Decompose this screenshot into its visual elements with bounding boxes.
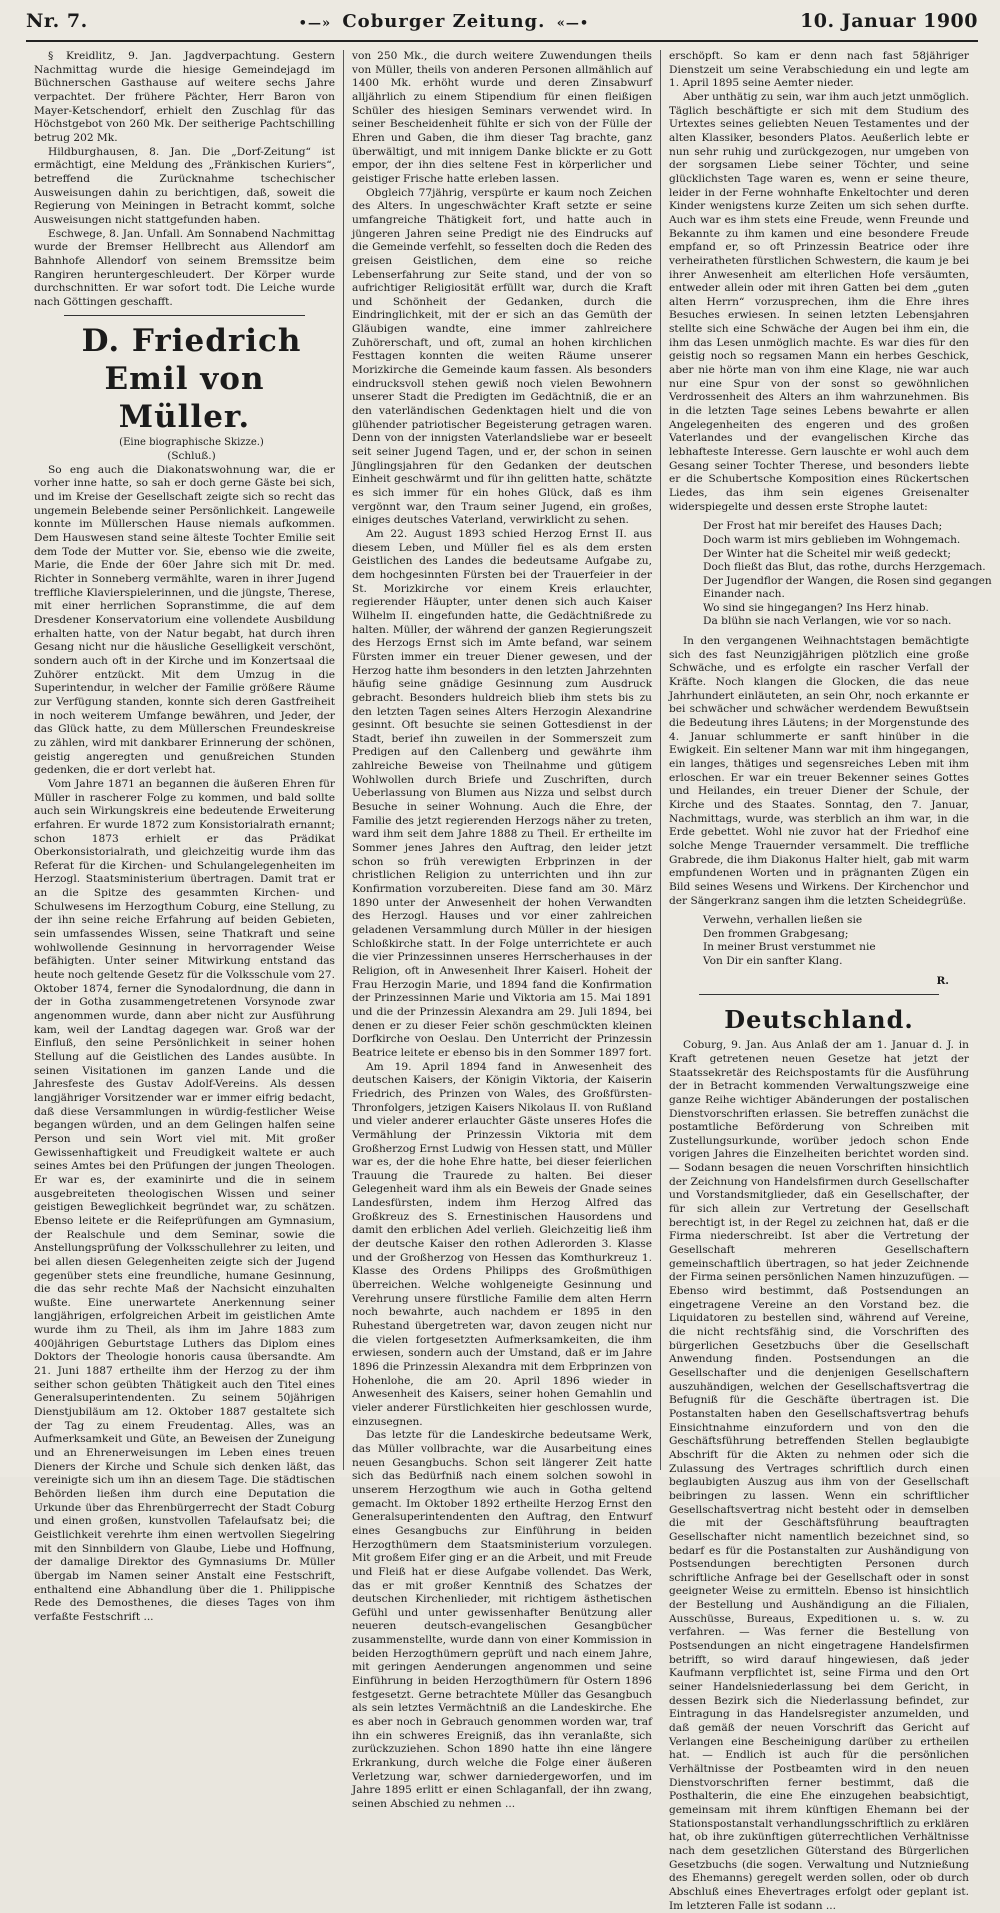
ornament-left-icon: •—»	[298, 16, 332, 31]
issue-date: 10. Januar 1900	[800, 10, 978, 32]
article-title: D. Friedrich Emil von Müller.	[81, 323, 302, 436]
divider	[699, 994, 939, 995]
news-hildburghausen: Hildburghausen, 8. Jan. Die „Dorf-Zeitung“ ist ermächtigt, eine Meldung des „Fränkischen Kuriers“, betreffend die Zurücknahme tschechischer Ausweisungen dahin zu berichtigen, daß, soweit die Regierung von Meiningen in Betracht kommt, solche Ausweisungen nicht stattgefunden haben.	[34, 145, 335, 226]
closing-verse	[703, 914, 969, 968]
text-columns	[26, 50, 992, 1912]
news-kreidlitz: § Kreidlitz, 9. Jan. Jagdverpachtung. Gestern Nachmittag wurde die hiesige Gemeindejagd im Büchnerschen Gasthause auf weitere sechs Jahre verpachtet. Der frühere Pächter, Herr Baron von Mayer-Ketschendorf, erhielt den Zuschlag für das Höchstgebot von 260 Mk. Der seitherige Pachtschilling betrug 202 Mk.	[34, 50, 335, 144]
poem-line: Von Dir ein sanfter Klang.	[703, 954, 843, 967]
poem-line: In meiner Brust verstummet nie	[703, 941, 876, 954]
poem-line: Der Winter hat die Scheitel mir weiß gedeckt;	[703, 547, 951, 560]
column-2	[343, 50, 660, 1810]
article-paragraph: Das letzte für die Landeskirche bedeutsame Werk, das Müller vollbrachte, war die Ausarbeitung eines neuen Gesangbuchs. Schon seit längerer Zeit hatte sich das Bedürfniß nach einem solchen sowohl in unserem Herzogthum wie auch in Gotha geltend gemacht. Im Oktober 1892 ertheilte Herzog Ernst den Generalsuperintendenten den Auftrag, den Entwurf eines Gesangbuchs zur Einführung in beiden Herzogthümern dem Staatsministerium vorzulegen. Mit großem Eifer ging er an die Arbeit, und mit Freude und Fleiß hat er diese Aufgabe vollendet. Das Werk, das er mit großer Kenntniß des Schatzes der deutschen Kirchenlieder, mit richtigem ästhetischen Gefühl und unter gewissenhafter Benützung aller neueren deutsch-evangelischen Gesangbücher zusammenstellte, wurde dann von einer Kommission in beiden Herzogthümern geprüft und nach einem Jahre, mit geringen Aenderungen angenommen und seine Einführung in beiden Herzogthümern für Ostern 1896 festgesetzt. Gerne betrachtete Müller das Gesangbuch als sein letztes Vermächtniß an die Landeskirche. Ehe es aber noch in Gebrauch genommen worden war, traf ihn ein schweres Ereigniß, das ihn veranlaßte, sich zurückzuziehen. Schon 1890 hatte ihn eine längere Erkrankung, durch welche die Folge einer äußeren Verletzung war, schwer darniedergeworfen, und im Jahre 1895 erlitt er einen Schlaganfall, der ihn zwang, seinen Abschied zu nehmen ...	[352, 1429, 652, 1810]
article-paragraph: von 250 Mk., die durch weitere Zuwendungen theils von Müller, theils von anderen Personen allmählich auf 1400 Mk. erhöht wurde und deren Zinsabwurf alljährlich zu einem Stipendium für einen fleißigen Schüler des hiesigen Seminars verwendet wird. In seiner Bescheidenheit fühlte er sich von der Fülle der Ehren und Gaben, die ihm dieser Tag brachte, ganz überwältigt, und mit innigem Danke blickte er zu Gott empor, der ihn dies seltene Fest in körperlicher und geistiger Frische hatte erleben lassen.	[352, 50, 652, 185]
article-subtitle: (Eine biographische Skizze.)	[119, 437, 264, 449]
masthead	[295, 11, 593, 32]
poem-line: Wo sind sie hingegangen? Ins Herz hinab.	[703, 601, 929, 614]
poem-line: Einander nach.	[703, 588, 785, 601]
poem-line: Der Frost hat mir bereifet des Hauses Dach;	[703, 520, 943, 533]
article-paragraph: Obgleich 77jährig, verspürte er kaum noch Zeichen des Alters. In ungeschwächter Kraft setzte er seine umfangreiche Thätigkeit fort, und hatte auch in jüngeren Jahren seine Predigt nie des Eindrucks auf die Gemeinde verfehlt, so fesselten doch die Reden des greisen Geistlichen, dem eine so reiche Lebenserfahrung zur Seite stand, und der von so aufrichtiger Religiosität erfüllt war, durch die Kraft und Schönheit der Gedanken, durch die Eindringlichkeit, mit der er sich an das Gemüth der Gläubigen wandte, eine immer zahlreichere Zuhörerschaft, und oft, zumal an hohen kirchlichen Festtagen konnten die weiten Räume unserer Morizkirche die Gemeinde kaum fassen. Als besonders eindrucksvoll stehen gewiß noch vielen Bewohnern unserer Stadt die Predigten im Gedächtniß, die er an den vaterländischen Gedenktagen hielt und die von glühender patriotischer Begeisterung getragen waren. Denn von der innigsten Vaterlandsliebe war er beseelt seit seiner Jugend Tagen, und er, der schon in seinen Jünglingsjahren für den Gedanken der deutschen Einheit geschwärmt und für ihn gelitten hatte, schätzte es sich immer für ein hohes Glück, daß es ihm vergönnt war, den Traum seiner Jugend, ein großes, einiges deutsches Vaterland, verwirklicht zu sehen.	[352, 186, 652, 527]
column-3	[660, 50, 992, 1912]
newspaper-title: Coburger Zeitung.	[342, 11, 546, 32]
poem-line: Doch warm ist mirs geblieben im Wohngemach.	[703, 533, 961, 546]
article-paragraph: Am 19. April 1894 fand in Anwesenheit des deutschen Kaisers, der Königin Viktoria, der Kaiserin Friedrich, des Prinzen von Wales, des Großfürsten-Thronfolgers, jetzigen Kaisers Nikolaus II. von Rußland und vieler anderer erlauchter Gäste unseres Hofes die Vermählung der Prinzessin Viktoria mit dem Großherzog Ernst Ludwig von Hessen statt, und Müller war es, der die hohe Ehre hatte, bei dieser feierlichen Trauung die Traurede zu halten. Bei dieser Gelegenheit ward ihm als ein Beweis der Gnade seines Landesfürsten, indem ihm Herzog Alfred das Großkreuz des S. Ernestinischen Hausordens und damit den erblichen Adel verlieh. Gleichzeitig ließ ihm der deutsche Kaiser den rothen Adlerorden 3. Klasse und der Großherzog von Hessen das Komthurkreuz 1. Klasse des Ordens Philipps des Großmüthigen überreichen. Welche wohlgeneigte Gesinnung und Verehrung unsere fürstliche Familie dem alten Herrn noch bewahrte, auch nachdem er 1895 in den Ruhestand übergetreten war, davon zeugen nicht nur die vielen fortgesetzten Aufmerksamkeiten, die ihm erwiesen, sondern auch der Umstand, daß er im Jahre 1896 die Prinzessin Alexandra mit dem Erbprinzen von Hohenlohe, die am 20. April 1896 wieder in Anwesenheit des Kaisers, seiner hohen Gemahlin und vieler anderer Fürstlichkeiten hier geschlossen wurde, einzusegnen.	[352, 1060, 652, 1428]
poem-line: Verwehn, verhallen ließen sie	[703, 914, 863, 927]
column-1	[26, 50, 343, 1623]
poem-line: Doch fließt das Blut, das rothe, durchs Herzgemach.	[703, 561, 986, 574]
news-eschwege: Eschwege, 8. Jan. Unfall. Am Sonnabend Nachmittag wurde der Bremser Hellbrecht aus Allendorf am Bahnhofe Allendorf von seinem Bremssitze beim Rangiren heruntergeschleudert. Der Körper wurde durchschnitten. Er war sofort todt. Die Leiche wurde nach Göttingen geschafft.	[34, 227, 335, 308]
article-paragraph: Vom Jahre 1871 an begannen die äußeren Ehren für Müller in rascherer Folge zu kommen, und bald sollte auch sein Wirkungskreis eine bedeutende Erweiterung erfahren. Er wurde 1872 zum Konsistorialrath ernannt; schon 1873 erhielt er das Prädikat Oberkonsistorialrath, und gleichzeitig wurde ihm das Referat für die Kirchen- und Schulangelegenheiten im Herzogl. Staatsministerium übertragen. Damit trat er an die Spitze des gesammten Kirchen- und Schulwesens im Herzogthum Coburg, eine Stellung, zu der ihn seine reiche Erfahrung auf beiden Gebieten, sein umfassendes Wissen, seine Thatkraft und seine wohlwollende Gesinnung in hervorragender Weise befähigten. Unter seiner Mitwirkung entstand das heute noch geltende Gesetz für die Volksschule vom 27. Oktober 1874, ferner die Synodalordnung, die dann in der in Gotha zusammengetretenen Vorsynode zwar angenommen wurde, dann aber nicht zur Ausführung kam, weil der Landtag dagegen war. Groß war der Einfluß, den seine Persönlichkeit in seiner hohen Stellung auf die Geistlichen des Landes ausübte. In seinen Visitationen im ganzen Lande und die Jahresfeste des Gustav Adolf-Vereins. Als dessen langjähriger Vorsitzender war er immer eifrig bedacht, daß diese Versammlungen in würdig-festlicher Weise begangen würden, und an dem Gelingen halfen seine Person und sein Wort viel mit. Mit großer Gewissenhaftigkeit und Freudigkeit waltete er auch seines Amtes bei den Prüfungen der jungen Theologen. Er war es, der examinirte und die in seinem ausgebreiteten theologischen Wissen und seiner geistigen Beweglichkeit begründet war, zu schätzen. Ebenso leitete er die Reifeprüfungen am Gymnasium, der Realschule und dem Seminar, sowie die Anstellungsprüfung der Volksschullehrer zu leiten, und bei allen diesen Gelegenheiten zeigte sich der Jugend gegenüber stets eine freundliche, humane Gesinnung, die das sehr rechte Maß der Nachsicht einzuhalten wußte. Eine unerwartete Anerkennung seiner langjährigen, erfolgreichen Arbeit im geistlichen Amte wurde ihm zu Theil, als ihm im Jahre 1883 zum 400jährigen Geburtstage Luthers das Diplom eines Doktors der Theologie honoris causa übersandte. Am 21. Juni 1887 ertheilte ihm der Herzog zu der ihm seither schon geübten Thätigkeit auch den Titel eines Generalsuperintendenten. Zu seinem 50jährigen Dienstjubiläum am 12. Oktober 1887 gestaltete sich der Tag zu einem Freudentag. Alles, was an Aufmerksamkeit und Güte, an Beweisen der Zuneigung und an Ehrenerweisungen im Leben eines treuen Dieners der Kirche und Schule sich denken läßt, das vereinigte sich um ihn an diesem Tage. Die städtischen Behörden ließen ihm durch eine Deputation die Urkunde über das Ehrenbürgerrecht der Stadt Coburg und einen großen, kunstvollen Tafelaufsatz bei; die Geistlichkeit verehrte ihm einen wertvollen Siegelring mit den Sinnbildern von Glaube, Liebe und Hoffnung, der damalige Direktor des Gymnasiums Dr. Müller übergab im Namen seiner Anstalt eine Festschrift, enthaltend eine Abhandlung über die 1. Philippische Rede des Demosthenes, die dieses Tages von ihm verfaßte Festschrift ...	[34, 777, 335, 1623]
poem-line: Den frommen Grabgesang;	[703, 927, 849, 940]
news-coburg-post: Coburg, 9. Jan. Aus Anlaß der am 1. Januar d. J. in Kraft getretenen neuen Gesetze hat jetzt der Staatssekretär des Reichspostamts für die Ausführung der in Betracht kommenden Verwaltungszweige eine ganze Reihe wichtiger Abänderungen der postalischen Dienstvorschriften erlassen. Sie betreffen zunächst die postamtliche Beförderung von Schreiben mit Zustellungsurkunde, worüber jedoch schon Ende vorigen Jahres die Einzelheiten berichtet worden sind. — Sodann besagen die neuen Vorschriften hinsichtlich der Zeichnung von Handelsfirmen durch Gesellschafter und Vorstandsmitglieder, daß ein Gesellschafter, der für sich allein zur Vertretung der Gesellschaft berechtigt ist, in der Regel zu zeichnen hat, daß er die Firma niederschreibt. Ist aber die Vertretung der Gesellschaft mehreren Gesellschaftern gemeinschaftlich übertragen, so hat jeder Zeichnende der Firma seinen persönlichen Namen hinzuzufügen. — Ebenso wird bestimmt, daß Postsendungen an eingetragene Vereine an den Vorstand bez. die Liquidatoren zu bestellen sind, während auf Vereine, die nicht rechtsfähig sind, die Vorschriften des bürgerlichen Gesetzbuchs über die Gesellschaft Anwendung finden. Postsendungen an die Gesellschafter und die denjenigen Gesellschaftern auszuhändigen, welchen der Gesellschaftsvertrag die Befugniß für die Geschäfte übertragen ist. Die Postanstalten haben den Gesellschaftsvertrag behufs Einsichtnahme einzufordern und von den die Geschäftsführung betreffenden Stellen beglaubigte Abschrift für die Akten zu nehmen oder sich die Zulassung des Vertrages schriftlich durch einen beglaubigten Auszug aus ihm von der Gesellschaft beibringen zu lassen. Wenn ein schriftlicher Gesellschaftsvertrag nicht besteht oder in demselben die mit der Geschäftsführung beauftragten Gesellschafter nicht namentlich bezeichnet sind, so bedarf es für die Postanstalten zur Aushändigung von Postsendungen berechtigten Personen durch schriftliche Anfrage bei der Gesellschaft oder in sonst geeigneter Weise zu ermitteln. Ebenso ist hinsichtlich der Bestellung und Aushändigung an die Filialen, Ausschüsse, Bureaus, Expeditionen u. s. w. zu verfahren. — Was ferner die Bestellung von Postsendungen an nicht eingetragene Handelsfirmen betrifft, so wird darauf hingewiesen, daß jeder Kaufmann verpflichtet ist, seine Firma und den Ort seiner Handelsniederlassung bei dem Gericht, in dessen Bezirk sich die Niederlassung befindet, zur Eintragung in das Handelsregister anzumelden, und daß gemäß der neuen Vorschrift das Gericht auf Verlangen eine Bescheinigung darüber zu ertheilen hat. — Endlich ist auch für die persönlichen Verhältnisse der Postbeamten wird in den neuen Dienstvorschriften ferner bestimmt, daß die Posthalterin, die eine Ehe einzugehen beabsichtigt, gemeinsam mit ihrem künftigen Ehemann bei der Stationspostanstalt verhandlungsschriftlich zu erklären hat, ob ihre zukünftigen güterrechtlichen Verhältnisse nach dem gesetzlichen Güterstand des Bürgerlichen Gesetzbuchs (die sogen. Verwaltung und Nutznießung des Ehemanns) geregelt werden sollen, oder ob durch Abschluß eines Ehevertrages erfolgt oder geplant ist. Im letzteren Falle ist sodann ...	[669, 1039, 970, 1912]
article-paragraph: Am 22. August 1893 schied Herzog Ernst II. aus diesem Leben, und Müller fiel es als dem ersten Geistlichen des Landes die bedeutsame Aufgabe zu, dem hochgesinnten Fürsten bei der Trauerfeier in der St. Morizkirche vor einem Kreis erlauchter, regierender Häupter, unter denen sich auch Kaiser Wilhelm II. eingefunden hatte, die Gedächtnißrede zu halten. Müller, der während der ganzen Regierungszeit des Herzogs Ernst sich im Amte befand, war seinem Fürsten immer ein treuer Diener gewesen, und der Herzog hatte ihm besonders in den letzten Jahrzehnten häufig seine gnädige Gesinnung zum Ausdruck gebracht. Besonders huldreich blieb ihm stets bis zu den letzten Tagen seines Alters Herzogin Alexandrine gesinnt. Oft besuchte sie seinen Gottesdienst in der Stadt, berief ihn zuweilen in der Sommerszeit zum Predigen auf den Callenberg und gewährte ihm zahlreiche Beweise von Theilnahme und gütigem Wohlwollen durch Briefe und Zuschriften, durch Ueberlassung von Blumen aus Nizza und selbst durch Besuche in seiner Wohnung. Auch die Ehre, der Familie des jetzt regierenden Herzogs näher zu treten, ward ihm seit dem Jahre 1888 zu Theil. Er ertheilte im Sommer jenes Jahres den Auftrag, den leider jetzt schon so früh verewigten Erbprinzen in der christlichen Religion zu unterrichten und ihn zur Konfirmation vorzubereiten. Diese fand am 30. März 1890 unter der Anwesenheit der hohen Verwandten des Herzogl. Hauses und vor einer zahlreichen geladenen Versammlung durch Müller in der hiesigen Schloßkirche statt. In der Folge unterrichtete er auch die vier Prinzessinnen unseres Herrscherhauses in der Religion, oft in Anwesenheit Ihrer Kaiserl. Hoheit der Frau Herzogin Marie, und 1894 fand die Konfirmation der Prinzessinnen Marie und Viktoria am 15. Mai 1891 und die der Prinzessin Alexandra am 29. Juli 1894, bei denen er zu dieser Feier schön geschmückten kleinen Dorfkirche von Oeslau. Den Unterricht der Prinzessin Beatrice leitete er ebenso bis in den Sommer 1897 fort.	[352, 527, 652, 1059]
divider	[64, 315, 305, 316]
article-conclusion-note: (Schluß.)	[167, 450, 216, 463]
article-paragraph: So eng auch die Diakonatswohnung war, die er vorher inne hatte, so sah er doch gerne Gäste bei sich, und im Kreise der Gesellschaft zeigte sich so recht das ungemein Belebende seiner Persönlichkeit. Langeweile konnte im Müllerschen Hause niemals aufkommen. Dem Hauswesen stand seine älteste Tochter Emilie seit dem Tode der Mutter vor. Sie, ebenso wie die zweite, Marie, die Ende der 60er Jahre sich mit Dr. med. Richter in Sonneberg vermählte, waren in ihrer Jugend treffliche Klavierspielerinnen, und die jüngste, Therese, mit einer herrlichen Sopranstimme, die auf dem Dresdener Konservatorium eine vollendete Ausbildung erhalten hatte, von der Natur begabt, hat durch ihren Gesang nicht nur die häusliche Geselligkeit verschönt, sondern auch oft in der Kirche und im Konzertsaal die Zuhörer entzückt. Mit dem Umzug in die Superintendur, in welcher der Familie größere Räume zur Verfügung standen, konnte sich deren Gastfreiheit in noch weiterem Umfange bewähren, und Jeder, der das Glück hatte, zu dem Müllerschen Freundeskreise zu zählen, wird mit dankbarer Erinnerung der schönen, geistig angeregten und genußreichen Stunden gedenken, die er dort verlebt hat.	[34, 463, 335, 777]
poem-line: Der Jugendflor der Wangen, die Rosen sind gegangen	[703, 574, 992, 587]
article-paragraph: In den vergangenen Weihnachtstagen bemächtigte sich des fast Neunzigjährigen plötzlich eine große Schwäche, und es erfolgte ein rascher Verfall der Kräfte. Noch klangen die Glocken, die das neue Jahrhundert einläuteten, an sein Ohr, noch erkannte er bei schwächer und schwächer werdendem Bewußtsein die Bedeutung ihres Läutens; in der Morgenstunde des 4. Januar schlummerte er sanft hinüber in die Ewigkeit. Ein seltener Mann war mit ihm hingegangen, ein langes, thätiges und segensreiches Leben mit ihm erloschen. Er war ein treuer Bekenner seines Gottes und Heilandes, ein treuer Diener der Schule, der Kirche und des Staates. Sonntag, den 7. Januar, Nachmittags, wurde, was sterblich an ihm war, in die Erde gebettet. Wohl nie zuvor hat der Friedhof eine solche Menge Trauernder versammelt. Die treffliche Grabrede, die ihm Diakonus Halter hielt, gab mit warm empfundenen Worten und in prägnanten Zügen ein Bild seines Wesens und Wirkens. Der Kirchenchor und der Sängerkranz sangen ihm die letzten Scheidegrüße.	[669, 635, 969, 907]
ornament-right-icon: «—•	[556, 16, 590, 31]
issue-number: Nr. 7.	[26, 10, 88, 32]
article-paragraph: Aber unthätig zu sein, war ihm auch jetzt unmöglich. Täglich beschäftigte er sich mit dem Studium des Urtextes seines geliebten Neuen Testamentes und der alten Klassiker, besonders Platos. Aeußerlich lebte er nun sehr ruhig und zurückgezogen, nur umgeben von der sorgsamen Liebe seiner Töchter, und seine glücklichsten Tage waren es, wenn er seine theure, leider in der Ferne wohnhafte Enkeltochter und deren Kinder wenigstens kurze Zeiten um sich sehen durfte. Auch war es ihm stets eine Freude, wenn Freunde und Bekannte zu ihm kamen und eine besondere Freude empfand er, so oft Prinzessin Beatrice oder ihre verheiratheten fürstlichen Schwestern, die kaum je bei ihrer Anwesenheit am elterlichen Hofe versäumten, entweder allein oder mit ihren Gatten bei dem „guten alten Herrn“ vorzusprechen, ihm die Ehre ihres Besuches erwiesen. In seinen letzten Lebensjahren stellte sich eine Schwäche der Augen bei ihm ein, die ihm das Lesen unmöglich machte. Es war dies für den geistig noch so regsamen Mann ein herbes Geschick, aber nie hörte man von ihm eine Klage, nie war auch nur eine Spur von der sonst so gewöhnlichen Verdrossenheit des Alters an ihm wahrzunehmen. Bis in die letzten Tage seines Lebens bewahrte er allen Angelegenheiten des engeren und des großen Vaterlandes und der evangelischen Kirche das lebhafteste Interesse. Gern lauschte er wohl auch dem Gesang seiner Tochter Therese, und besonders liebte er die Schubertsche Komposition eines Rückertschen Liedes, das ihm sein eigenes Greisenalter widerspiegelte und dessen erste Strophe lautet:	[669, 90, 969, 513]
page-header	[26, 10, 978, 42]
poem-line: Da blühn sie nach Verlangen, wie vor so nach.	[703, 615, 952, 628]
section-title: Deutschland.	[724, 1005, 914, 1035]
article-paragraph: erschöpft. So kam er denn nach fast 58jähriger Dienstzeit um seine Verabschiedung ein und legte am 1. April 1895 seine Aemter nieder.	[669, 50, 969, 90]
author-signature: R.	[936, 974, 949, 987]
poem-stanza	[703, 520, 992, 629]
